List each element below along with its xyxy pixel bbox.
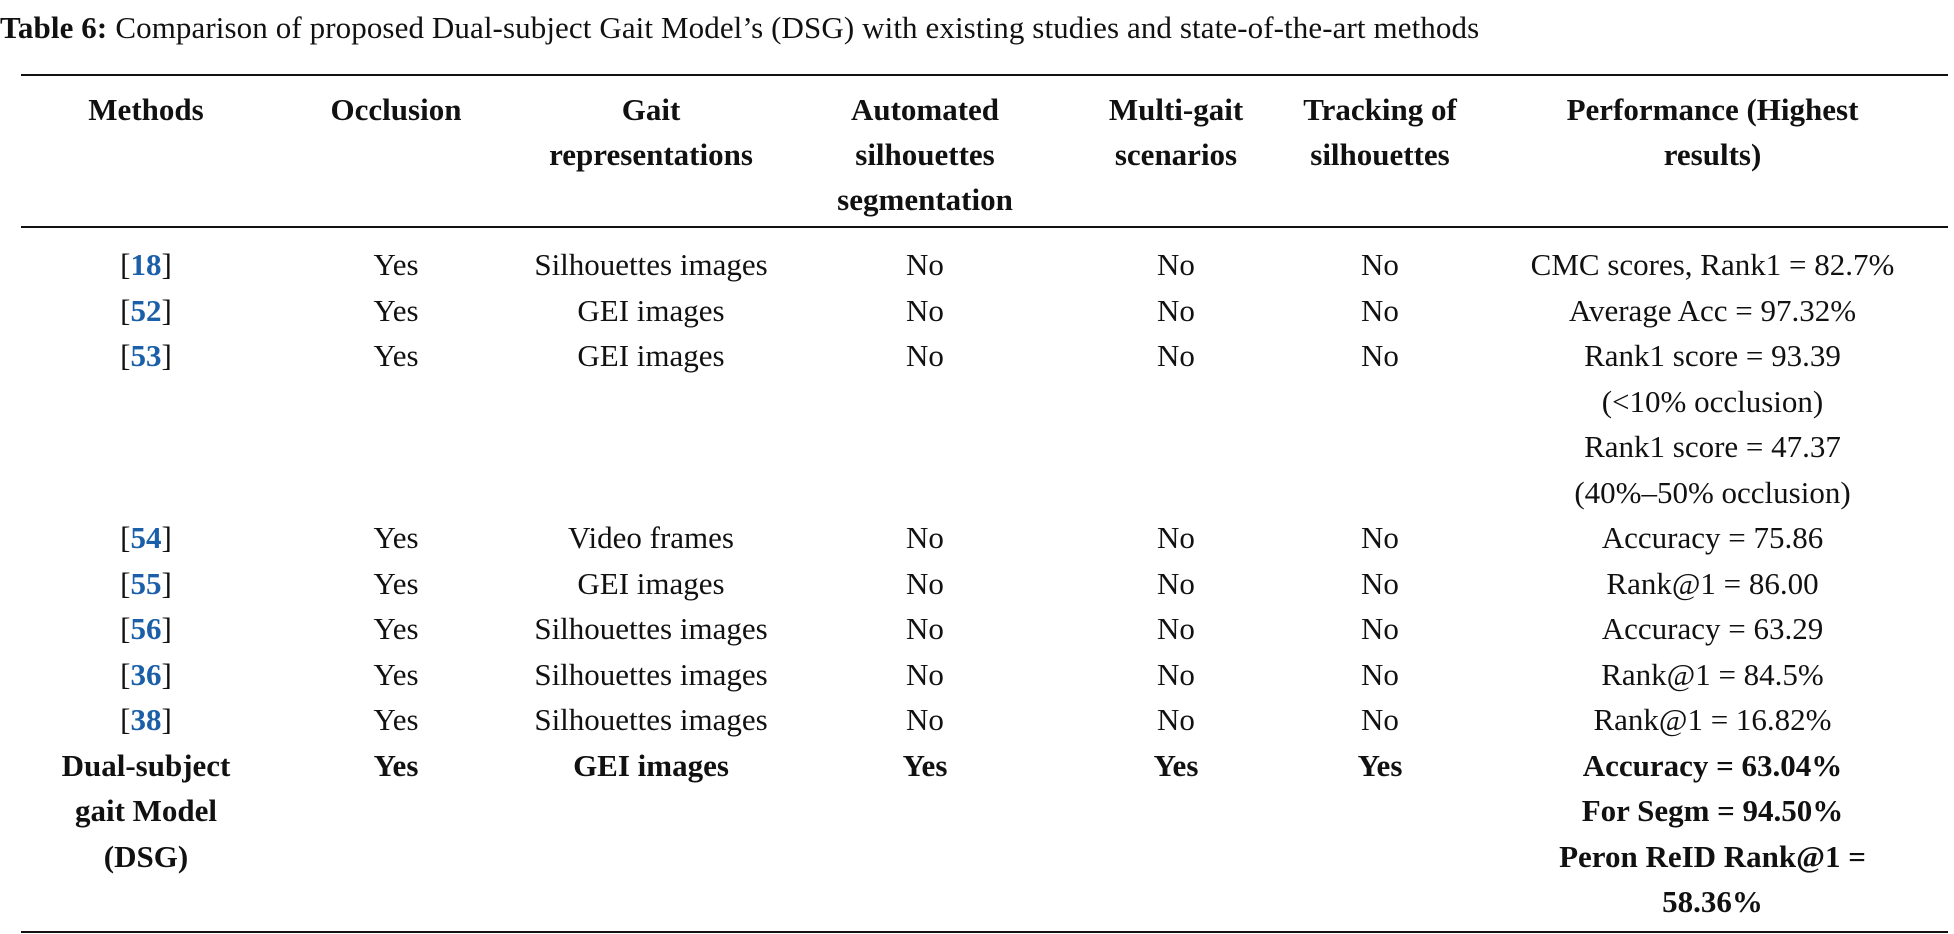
proposed-method-line: (DSG) [103, 838, 189, 874]
header-tracking-of-silhouettes: Tracking of silhouettes [1303, 92, 1457, 172]
performance-line: Rank@1 = 16.82% [1593, 702, 1832, 737]
performance-line: Rank@1 = 86.00 [1606, 565, 1819, 601]
method-cell: [52] [120, 292, 172, 328]
table-row [21, 606, 1948, 652]
representation-cell: Silhouettes images [534, 247, 768, 282]
method-cell: [36] [120, 656, 172, 692]
reference-link[interactable]: 56 [130, 611, 162, 646]
table-row [21, 652, 1948, 698]
table-caption-text: Comparison of proposed Dual-subject Gait Model’s (DSG) with existing studies and state-of-the-art methods [115, 10, 1480, 45]
representation-cell: Silhouettes images [534, 656, 768, 692]
table-row [21, 515, 1948, 561]
occlusion-cell: Yes [373, 565, 419, 601]
segmentation-cell: No [906, 520, 944, 555]
tracking-cell: No [1361, 611, 1399, 646]
segmentation-cell: No [906, 338, 944, 373]
performance-cell [1477, 697, 1948, 743]
performance-line: Rank@1 = 84.5% [1601, 656, 1824, 692]
proposed-multi-gait-cell: Yes [1153, 747, 1199, 783]
method-cell: [53] [120, 338, 172, 373]
performance-line: Accuracy = 75.86 [1601, 520, 1824, 555]
proposed-representation-cell: GEI images [573, 747, 729, 783]
table-caption [0, 8, 1954, 48]
segmentation-cell: No [906, 702, 944, 737]
reference-link[interactable]: 55 [130, 565, 162, 601]
representation-cell: GEI images [577, 565, 725, 601]
segmentation-cell: No [906, 611, 944, 646]
performance-line: Accuracy = 63.29 [1601, 611, 1824, 646]
performance-line: Rank1 score = 47.37 [1584, 429, 1841, 464]
table-row [21, 561, 1948, 607]
table-row [21, 697, 1948, 743]
performance-line: Peron ReID Rank@1 = [1559, 838, 1866, 874]
performance-cell [1477, 515, 1948, 561]
performance-cell [1477, 333, 1948, 515]
method-cell: [56] [120, 611, 172, 646]
multi-gait-cell: No [1157, 611, 1195, 646]
performance-line: Average Acc = 97.32% [1568, 292, 1857, 328]
reference-link[interactable]: 18 [130, 247, 162, 282]
header-occlusion: Occlusion [330, 92, 462, 127]
reference-link[interactable]: 54 [130, 520, 162, 555]
performance-cell [1477, 288, 1948, 334]
performance-cell [1477, 227, 1948, 288]
proposed-occlusion-cell: Yes [373, 747, 419, 783]
representation-cell: GEI images [577, 292, 725, 328]
table-header [21, 75, 1948, 227]
proposed-performance-cell [1477, 743, 1948, 932]
table-row [21, 333, 1948, 515]
performance-line: Accuracy = 63.04% [1582, 747, 1843, 783]
reference-link[interactable]: 38 [130, 702, 162, 737]
occlusion-cell: Yes [373, 656, 419, 692]
representation-cell: Video frames [568, 520, 734, 555]
representation-cell: Silhouettes images [534, 611, 768, 646]
table-row [21, 288, 1948, 334]
reference-link[interactable]: 52 [130, 292, 162, 328]
performance-line: 58.36% [1662, 884, 1763, 919]
comparison-table [21, 74, 1948, 933]
header-performance: Performance (Highest results) [1566, 92, 1859, 172]
tracking-cell: No [1361, 702, 1399, 737]
reference-link[interactable]: 36 [130, 656, 162, 692]
tracking-cell: No [1361, 292, 1399, 328]
performance-cell [1477, 561, 1948, 607]
performance-line: For Segm = 94.50% [1581, 793, 1844, 828]
tracking-cell: No [1361, 565, 1399, 601]
table-caption-label: Table 6: [0, 10, 108, 45]
performance-cell [1477, 606, 1948, 652]
header-row [21, 75, 1948, 227]
tracking-cell: No [1361, 520, 1399, 555]
method-cell: [54] [120, 520, 172, 555]
segmentation-cell: No [906, 656, 944, 692]
header-gait-representations: Gait representations [549, 92, 753, 172]
multi-gait-cell: No [1157, 292, 1195, 328]
occlusion-cell: Yes [373, 247, 419, 282]
table-body [21, 227, 1948, 932]
performance-line: (40%–50% occlusion) [1574, 474, 1851, 510]
table-row [21, 227, 1948, 288]
multi-gait-cell: No [1157, 656, 1195, 692]
occlusion-cell: Yes [373, 611, 419, 646]
tracking-cell: No [1361, 656, 1399, 692]
proposed-method-line: gait Model [74, 793, 218, 828]
proposed-segmentation-cell: Yes [902, 747, 948, 783]
tracking-cell: No [1361, 338, 1399, 373]
segmentation-cell: No [906, 565, 944, 601]
header-automated-segmentation: Automated silhouettes segmentation [837, 92, 1013, 217]
segmentation-cell: No [906, 247, 944, 282]
multi-gait-cell: No [1157, 702, 1195, 737]
method-cell: [55] [120, 565, 172, 601]
comparison-table-container [21, 74, 1948, 933]
proposed-method-row [21, 743, 1948, 932]
header-methods: Methods [88, 92, 204, 127]
proposed-method-cell [21, 743, 271, 932]
occlusion-cell: Yes [373, 520, 419, 555]
performance-cell [1477, 652, 1948, 698]
occlusion-cell: Yes [373, 702, 419, 737]
representation-cell: Silhouettes images [534, 702, 768, 737]
occlusion-cell: Yes [373, 292, 419, 328]
multi-gait-cell: No [1157, 247, 1195, 282]
performance-line: CMC scores, Rank1 = 82.7% [1530, 247, 1895, 282]
reference-link[interactable]: 53 [130, 338, 162, 373]
header-multi-gait-scenarios: Multi-gait scenarios [1108, 92, 1244, 172]
proposed-tracking-cell: Yes [1357, 747, 1403, 783]
performance-line: (<10% occlusion) [1601, 383, 1824, 419]
multi-gait-cell: No [1157, 338, 1195, 373]
performance-line: Rank1 score = 93.39 [1584, 338, 1841, 373]
multi-gait-cell: No [1157, 565, 1195, 601]
proposed-method-line: Dual-subject [61, 747, 231, 783]
multi-gait-cell: No [1157, 520, 1195, 555]
occlusion-cell: Yes [373, 338, 419, 373]
method-cell: [38] [120, 702, 172, 737]
method-cell: [18] [120, 247, 172, 282]
tracking-cell: No [1361, 247, 1399, 282]
representation-cell: GEI images [577, 338, 725, 373]
segmentation-cell: No [906, 292, 944, 328]
